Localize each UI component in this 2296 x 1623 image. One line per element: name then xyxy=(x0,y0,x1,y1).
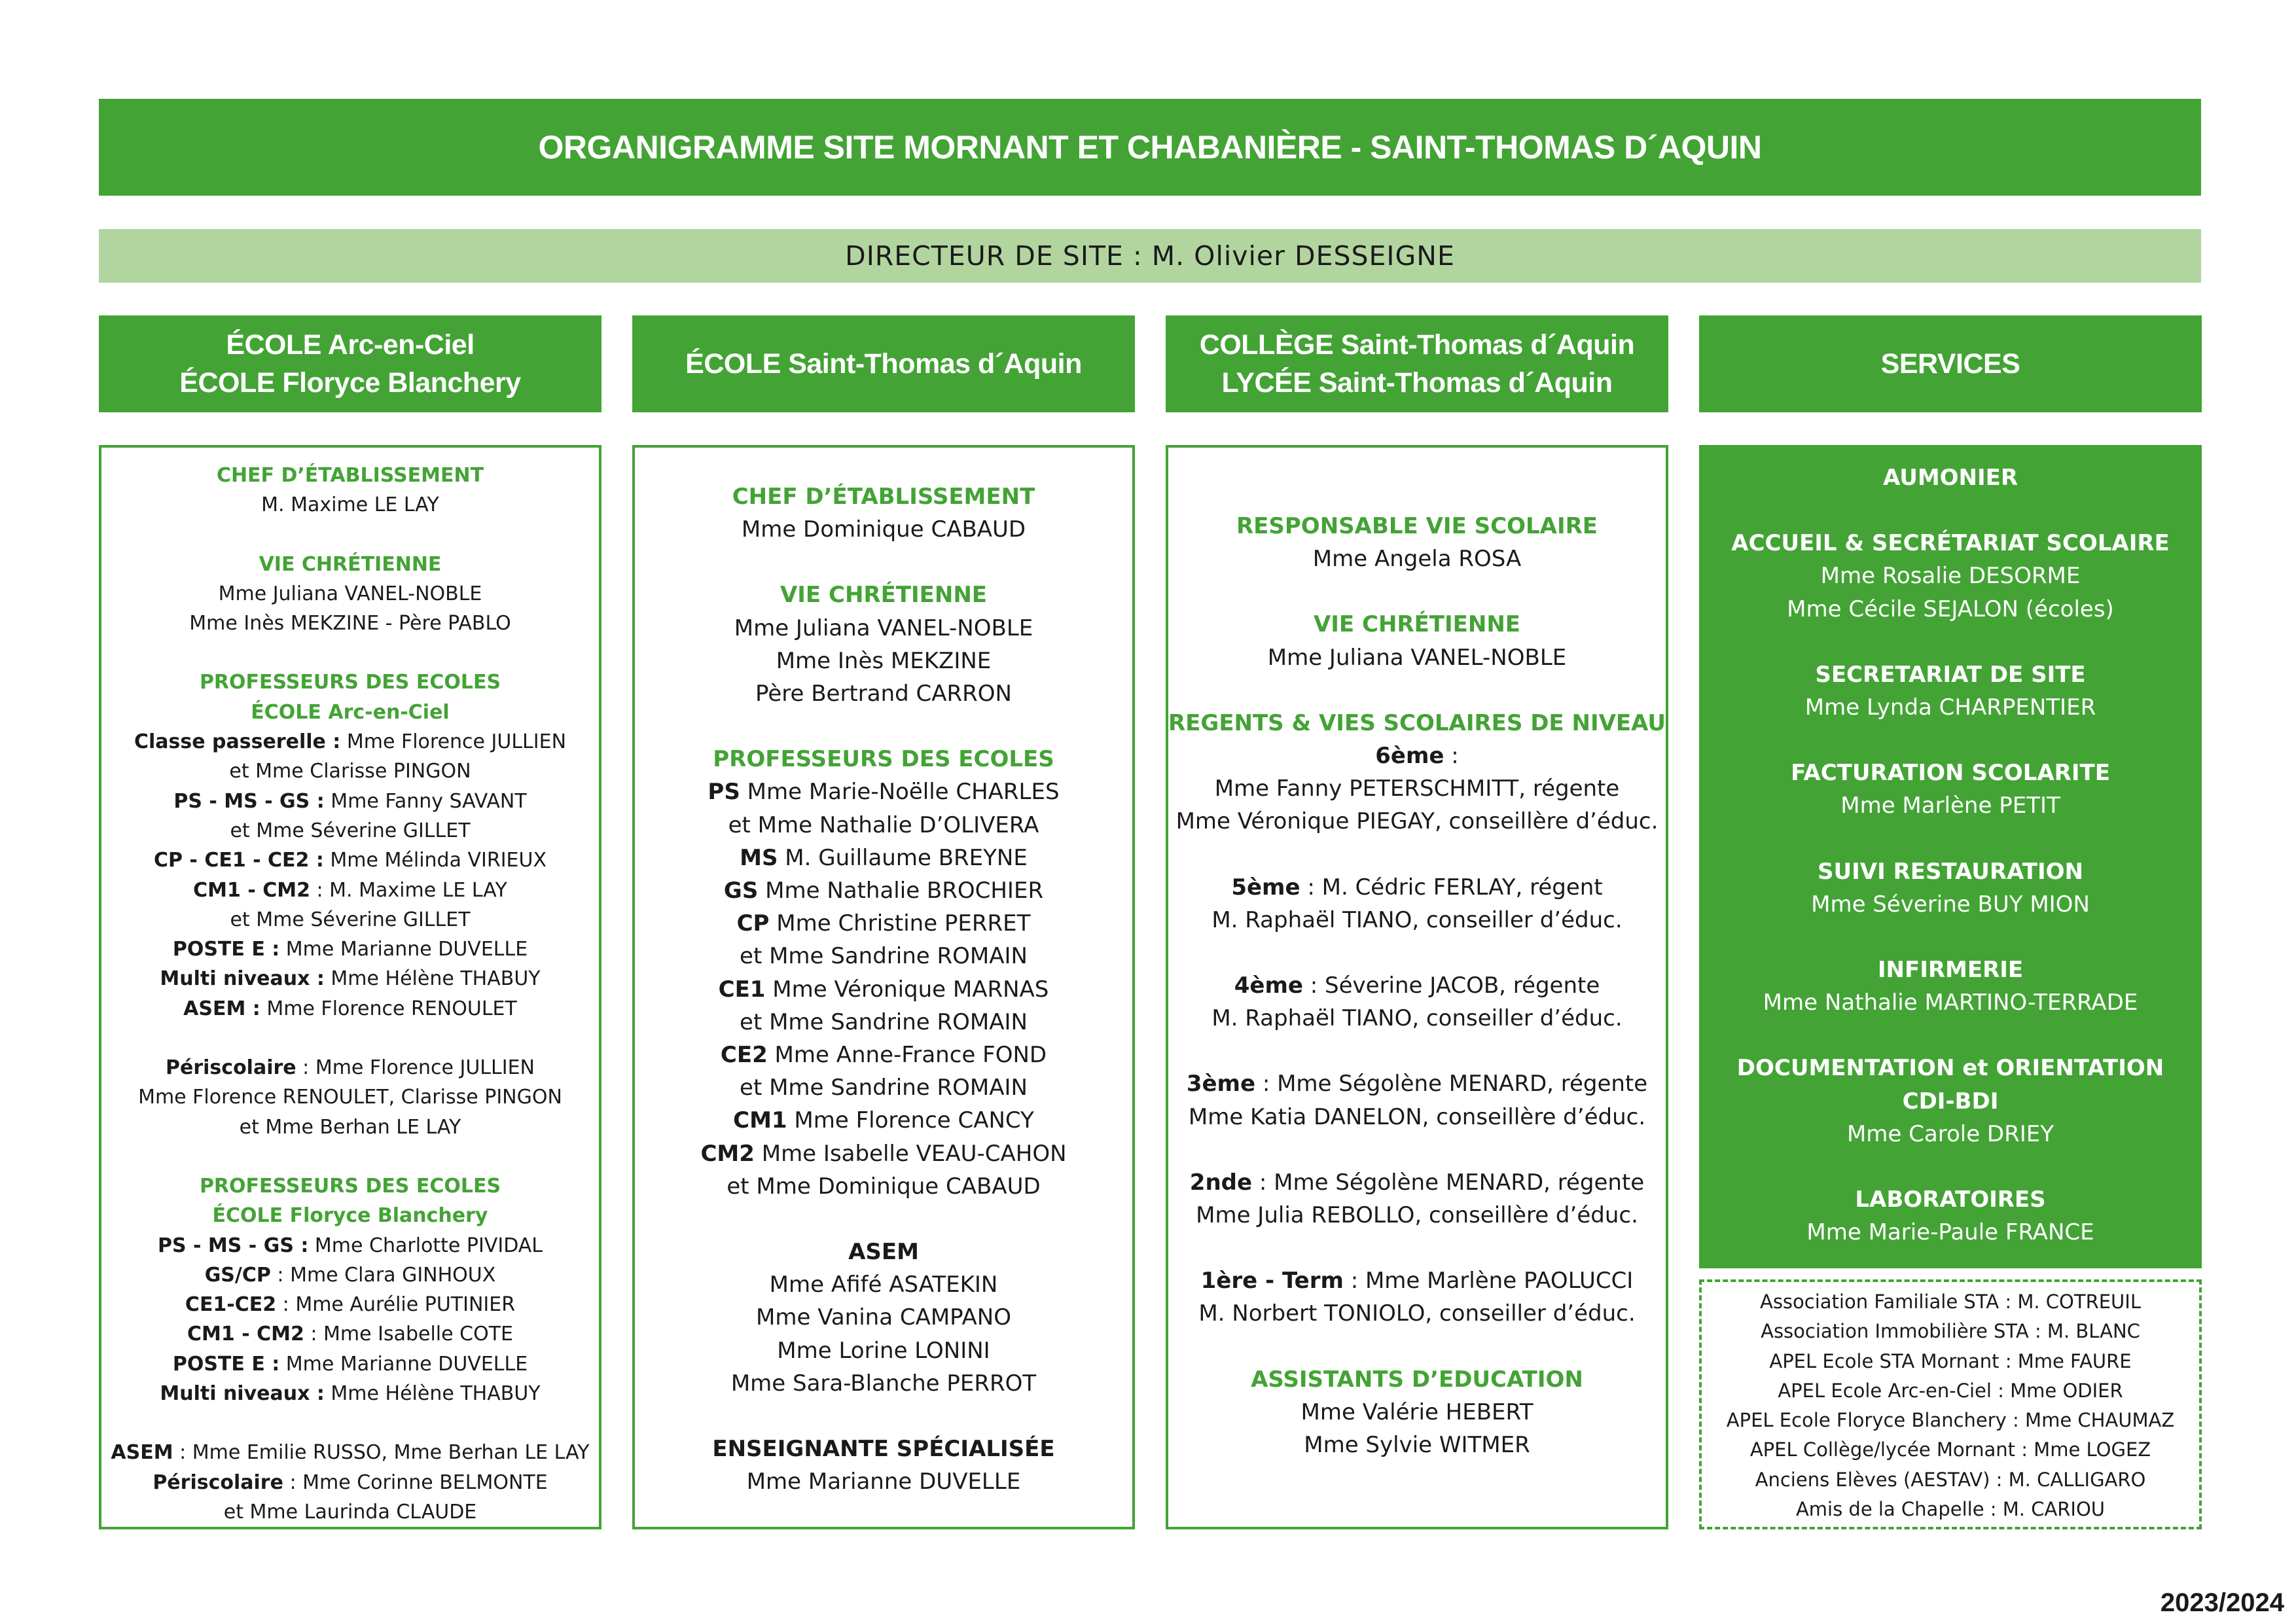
list-item: Association Immobilière STA : M. BLANC xyxy=(1761,1320,2140,1343)
list-item: Mme Afifé ASATEKIN xyxy=(769,1272,998,1298)
staff-name: Mme Cécile SEJALON (écoles) xyxy=(1787,596,2114,622)
class-label: Classe passerelle : xyxy=(134,730,341,754)
header-line: ÉCOLE Floryce Blanchery xyxy=(179,367,521,399)
staff-row: ASEM : Mme Emilie RUSSO, Mme Berhan LE LAY xyxy=(111,1441,590,1465)
header-line: COLLÈGE Saint-Thomas d´Aquin xyxy=(1199,329,1635,361)
staff-name: Mme Juliana VANEL-NOBLE xyxy=(1267,644,1567,671)
staff-row: CM1 - CM2 : M. Maxime LE LAY xyxy=(193,878,507,902)
site-director-banner: DIRECTEUR DE SITE : M. Olivier DESSEIGNE xyxy=(99,229,2201,283)
list-item: Amis de la Chapelle : M. CARIOU xyxy=(1795,1498,2106,1521)
level-label: 5ème xyxy=(1231,874,1300,901)
level-row: 1ère - Term : Mme Marlène PAOLUCCI xyxy=(1200,1268,1634,1294)
section-heading: ASEM xyxy=(848,1239,919,1266)
class-label: POSTE E : xyxy=(172,938,280,961)
staff-row: POSTE E : Mme Marianne DUVELLE xyxy=(172,1352,528,1376)
section-heading: REGENTS & VIES SCOLAIRES DE NIVEAU xyxy=(1168,709,1666,736)
section-heading: RESPONSABLE VIE SCOLAIRE xyxy=(1236,513,1598,539)
staff-row: et Mme Sandrine ROMAIN xyxy=(740,1008,1028,1035)
class-label: POSTE E : xyxy=(172,1352,280,1376)
level-row: 6ème : xyxy=(1375,743,1459,770)
staff-row: CP Mme Christine PERRET xyxy=(736,910,1031,937)
class-label: PS xyxy=(708,779,740,806)
class-label: PS - MS - GS : xyxy=(173,789,325,813)
section-heading: SUIVI RESTAURATION xyxy=(1818,858,2083,885)
staff-name: Mme Dominique CABAUD xyxy=(741,516,1026,543)
sta-teachers-list xyxy=(635,776,1132,1203)
staff-row: CE1 Mme Véronique MARNAS xyxy=(718,976,1049,1003)
class-label: CM1 - CM2 xyxy=(193,878,310,902)
staff-name: M. Maxime LE LAY xyxy=(261,493,439,517)
column-ecole-sta-box xyxy=(632,445,1135,1529)
staff-row: et Mme Clarisse PINGON xyxy=(229,760,471,783)
list-item: Mme Valérie HEBERT xyxy=(1300,1399,1534,1425)
section-heading: FACTURATION SCOLARITE xyxy=(1791,760,2110,787)
header-ecole-sta xyxy=(632,315,1135,412)
header-services xyxy=(1699,315,2202,412)
class-label: GS xyxy=(723,878,759,904)
staff-name: M. Norbert TONIOLO, conseiller d’éduc. xyxy=(1198,1300,1636,1327)
staff-row: GS/CP : Mme Clara GINHOUX xyxy=(204,1263,496,1287)
list-item: Mme Sara-Blanche PERROT xyxy=(730,1370,1037,1397)
class-label: ASEM : xyxy=(183,997,260,1020)
class-label: ASEM xyxy=(111,1441,173,1465)
staff-row: et Mme Sandrine ROMAIN xyxy=(740,943,1028,970)
staff-row: PS - MS - GS : Mme Charlotte PIVIDAL xyxy=(157,1234,543,1257)
staff-row: CE2 Mme Anne-France FOND xyxy=(720,1042,1047,1069)
staff-row: PS Mme Marie-Noëlle CHARLES xyxy=(708,779,1060,806)
level-label: 6ème xyxy=(1375,743,1444,770)
services-box xyxy=(1699,445,2202,1268)
list-item: APEL Ecole Arc-en-Ciel : Mme ODIER xyxy=(1778,1379,2123,1402)
section-heading: PROFESSEURS DES ECOLES xyxy=(199,1174,501,1198)
section-heading: ACCUEIL & SECRÉTARIAT SCOLAIRE xyxy=(1731,530,2170,557)
section-subheading: ÉCOLE Arc-en-Ciel xyxy=(251,700,450,724)
staff-name: Mme Marie-Paule FRANCE xyxy=(1806,1219,2094,1246)
list-item: Association Familiale STA : M. COTREUIL xyxy=(1759,1291,2141,1313)
staff-row: Mme Florence RENOULET, Clarisse PINGON xyxy=(138,1086,562,1109)
staff-name: Mme Rosalie DESORME xyxy=(1820,563,2081,590)
staff-row: et Mme Sandrine ROMAIN xyxy=(740,1075,1028,1101)
class-label: CM1 - CM2 xyxy=(187,1323,304,1346)
staff-row: et Mme Séverine GILLET xyxy=(230,908,471,931)
periscolaire-staff-list xyxy=(101,1053,599,1142)
list-item: Mme Vanina CAMPANO xyxy=(756,1304,1011,1331)
section-heading: VIE CHRÉTIENNE xyxy=(780,582,988,609)
staff-row: et Mme Berhan LE LAY xyxy=(239,1115,461,1139)
section-heading: INFIRMERIE xyxy=(1877,957,2024,984)
class-label: CM2 xyxy=(700,1140,755,1167)
level-label: 4ème xyxy=(1234,972,1303,999)
class-label: GS/CP xyxy=(204,1263,271,1287)
staff-row: Périscolaire : Mme Corinne BELMONTE xyxy=(152,1471,548,1494)
asem-list xyxy=(635,1268,1132,1400)
section-heading: ENSEIGNANTE SPÉCIALISÉE xyxy=(712,1436,1055,1463)
level-label: 3ème xyxy=(1186,1071,1256,1097)
class-label: PS - MS - GS : xyxy=(157,1234,309,1257)
section-heading: CHEF D’ÉTABLISSEMENT xyxy=(216,464,484,487)
class-label: CP xyxy=(736,910,770,937)
assistants-list xyxy=(1168,1396,1666,1461)
floryce-staff-list xyxy=(101,1231,599,1409)
staff-name: M. Raphaël TIANO, conseiller d’éduc. xyxy=(1211,1005,1623,1032)
class-label: CP - CE1 - CE2 : xyxy=(153,849,324,872)
staff-name: Mme Carole DRIEY xyxy=(1846,1120,2054,1147)
staff-row: Périscolaire : Mme Florence JULLIEN xyxy=(166,1056,535,1080)
staff-name: Mme Angela ROSA xyxy=(1312,546,1522,573)
header-line: LYCÉE Saint-Thomas d´Aquin xyxy=(1221,367,1613,399)
section-heading: PROFESSEURS DES ECOLES xyxy=(713,746,1054,773)
staff-name: Mme Inès MEKZINE xyxy=(776,647,992,674)
list-item: Anciens Elèves (AESTAV) : M. CALLIGARO xyxy=(1755,1468,2146,1491)
school-year: 2023/2024 xyxy=(2160,1588,2284,1617)
level-row: 3ème : Mme Ségolène MENARD, régente xyxy=(1186,1071,1648,1097)
section-heading: CHEF D’ÉTABLISSEMENT xyxy=(732,484,1035,510)
section-heading: VIE CHRÉTIENNE xyxy=(259,552,442,576)
header-line: SERVICES xyxy=(1880,348,2020,380)
header-college-lycee xyxy=(1166,315,1668,412)
staff-name: M. Raphaël TIANO, conseiller d’éduc. xyxy=(1211,906,1623,933)
staff-name: Mme Juliana VANEL-NOBLE xyxy=(218,582,482,605)
class-label: Périscolaire xyxy=(166,1056,296,1080)
class-label: Multi niveaux : xyxy=(160,967,325,991)
section-heading: SECRETARIAT DE SITE xyxy=(1815,661,2086,688)
header-ecoles-arc-floryce xyxy=(99,315,601,412)
staff-row: GS Mme Nathalie BROCHIER xyxy=(723,878,1044,904)
staff-row: et Mme Séverine GILLET xyxy=(230,819,471,842)
staff-row: PS - MS - GS : Mme Fanny SAVANT xyxy=(173,789,527,813)
header-line: ÉCOLE Arc-en-Ciel xyxy=(226,329,475,361)
staff-name: Mme Marianne DUVELLE xyxy=(746,1469,1021,1495)
list-item: Mme Sylvie WITMER xyxy=(1304,1432,1530,1459)
staff-row: Multi niveaux : Mme Hélène THABUY xyxy=(160,967,541,991)
staff-name: Mme Inès MEKZINE - Père PABLO xyxy=(189,612,511,635)
staff-row: Classe passerelle : Mme Florence JULLIEN xyxy=(134,730,567,754)
list-item: APEL Ecole Floryce Blanchery : Mme CHAUMAZ xyxy=(1726,1409,2175,1432)
staff-name: Mme Fanny PETERSCHMITT, régente xyxy=(1214,776,1620,802)
level-row: 5ème : M. Cédric FERLAY, régent xyxy=(1231,874,1603,901)
section-heading: ASSISTANTS D’EDUCATION xyxy=(1251,1366,1583,1393)
staff-name: Mme Lynda CHARPENTIER xyxy=(1804,694,2096,721)
class-label: CE2 xyxy=(720,1042,768,1069)
staff-row: CM1 - CM2 : Mme Isabelle COTE xyxy=(187,1323,513,1346)
staff-row: CP - CE1 - CE2 : Mme Mélinda VIRIEUX xyxy=(153,849,547,872)
class-label: CE1-CE2 xyxy=(185,1293,277,1317)
staff-name: Mme Juliana VANEL-NOBLE xyxy=(734,615,1033,641)
class-label: Périscolaire xyxy=(152,1471,283,1494)
staff-row: Multi niveaux : Mme Hélène THABUY xyxy=(160,1382,541,1406)
level-row: 2nde : Mme Ségolène MENARD, régente xyxy=(1189,1169,1645,1196)
staff-row: CM1 Mme Florence CANCY xyxy=(733,1107,1034,1134)
section-subheading: ÉCOLE Floryce Blanchery xyxy=(212,1204,488,1228)
level-label: 2nde xyxy=(1189,1169,1253,1196)
staff-name: Père Bertrand CARRON xyxy=(755,681,1012,707)
list-item: APEL Ecole STA Mornant : Mme FAURE xyxy=(1769,1349,2132,1372)
staff-row: ASEM : Mme Florence RENOULET xyxy=(183,997,517,1020)
staff-row: CE1-CE2 : Mme Aurélie PUTINIER xyxy=(185,1293,516,1317)
level-row: 4ème : Séverine JACOB, régente xyxy=(1234,972,1600,999)
levels-list xyxy=(1168,740,1666,1363)
class-label: CM1 xyxy=(733,1107,787,1134)
associations-list xyxy=(1702,1287,2199,1524)
level-label: 1ère - Term xyxy=(1200,1268,1344,1294)
staff-row: et Mme Laurinda CLAUDE xyxy=(223,1500,477,1524)
staff-name: Mme Véronique PIEGAY, conseillère d’éduc. xyxy=(1175,808,1659,835)
arc-en-ciel-staff-list xyxy=(101,727,599,1024)
section-heading: PROFESSEURS DES ECOLES xyxy=(199,671,501,694)
staff-name: Mme Nathalie MARTINO-TERRADE xyxy=(1763,990,2138,1016)
staff-row: et Mme Nathalie D’OLIVERA xyxy=(728,812,1039,838)
section-heading: VIE CHRÉTIENNE xyxy=(1313,611,1521,638)
class-label: Multi niveaux : xyxy=(160,1382,325,1406)
class-label: CE1 xyxy=(718,976,766,1003)
column-ecoles-box xyxy=(99,445,601,1529)
column-college-box xyxy=(1166,445,1668,1529)
section-heading: LABORATOIRES xyxy=(1855,1186,2046,1213)
staff-row: CM2 Mme Isabelle VEAU-CAHON xyxy=(700,1140,1067,1167)
header-line: ÉCOLE Saint-Thomas d´Aquin xyxy=(685,348,1082,380)
staff-row: POSTE E : Mme Marianne DUVELLE xyxy=(172,938,528,961)
list-item: Mme Lorine LONINI xyxy=(777,1337,990,1364)
list-item: APEL Collège/lycée Mornant : Mme LOGEZ xyxy=(1749,1438,2151,1461)
floryce-support-list xyxy=(101,1438,599,1527)
section-heading: DOCUMENTATION et ORIENTATION xyxy=(1736,1055,2164,1082)
staff-row: MS M. Guillaume BREYNE xyxy=(740,844,1028,871)
associations-box xyxy=(1699,1279,2202,1529)
staff-name: Mme Julia REBOLLO, conseillère d’éduc. xyxy=(1196,1202,1638,1229)
page-title: ORGANIGRAMME SITE MORNANT ET CHABANIÈRE - SAINT-THOMAS D´AQUIN xyxy=(99,99,2201,196)
section-heading: CDI-BDI xyxy=(1902,1088,1999,1115)
section-heading: AUMONIER xyxy=(1882,465,2018,491)
staff-name: Mme Katia DANELON, conseillère d’éduc. xyxy=(1188,1103,1646,1130)
class-label: MS xyxy=(740,844,778,871)
staff-name: Mme Marlène PETIT xyxy=(1840,793,2060,819)
staff-row: et Mme Dominique CABAUD xyxy=(726,1173,1041,1200)
staff-name: Mme Séverine BUY MION xyxy=(1811,891,2090,918)
